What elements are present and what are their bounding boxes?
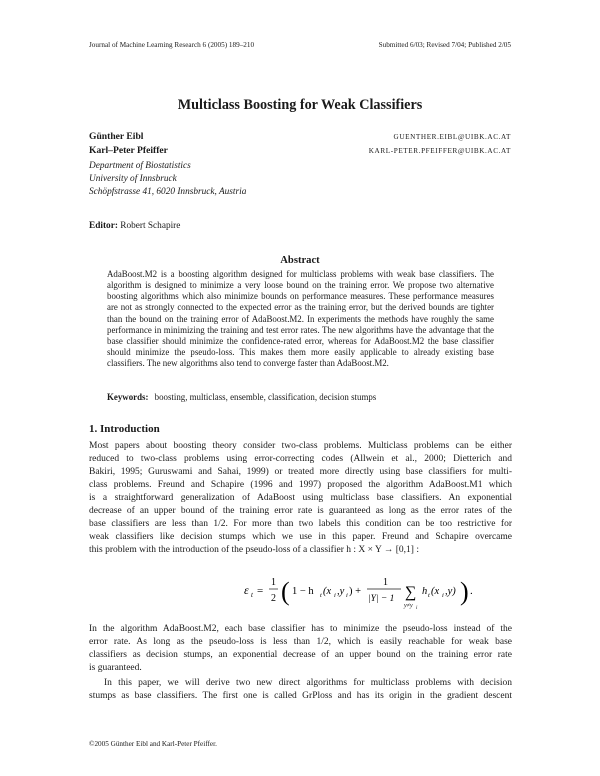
- text-line: is guaranteed.: [89, 663, 142, 674]
- affiliation-line-3: Schöpfstrasse 41, 6020 Innsbruck, Austria: [89, 187, 247, 197]
- text-line: Most papers about boosting theory consider two-class problems. Multiclass problems can be either: [89, 441, 512, 451]
- intro-paragraph-3: [89, 677, 512, 703]
- editor-name: Robert Schapire: [120, 221, 181, 231]
- pseudo-loss-equation: [0, 570, 600, 620]
- keywords-line: [107, 392, 376, 402]
- text-line: class problems. Freund and Schapire (1996 and 1997) proposed the algorithm AdaBoost.M1 which: [89, 480, 512, 491]
- eq-half-den: 2: [271, 593, 276, 604]
- eq-sub-t-3: t: [428, 592, 430, 599]
- author-email-2: KARL-PETER.PFEIFFER@UIBK.AC.AT: [368, 147, 511, 155]
- eq-paren-right: ): [460, 577, 469, 606]
- text-line: is a straightforward generalization of AdaBoost using multiclass base classifiers. An exponential: [89, 493, 512, 504]
- text-line: classifiers as decision stumps, an exponential decrease of an upper bound on the training error rate: [89, 650, 512, 661]
- editor-line: [89, 221, 180, 231]
- paper-title: Multiclass Boosting for Weak Classifiers: [177, 97, 423, 113]
- author-email-1: GUENTHER.EIBL@UIBK.AC.AT: [393, 133, 511, 141]
- eq-args-1b: ,y: [337, 586, 345, 597]
- eq-args-2b: ,y): [445, 586, 456, 597]
- copyright-footer: ©2005 Günther Eibl and Karl-Peter Pfeiffer.: [89, 740, 217, 748]
- submission-dates: Submitted 6/03; Revised 7/04; Published 2/05: [378, 41, 511, 49]
- eq-equals: =: [257, 585, 264, 597]
- text-line: In the algorithm AdaBoost.M2, each base classifier has to minimize the pseudo-loss instead of the: [89, 624, 512, 634]
- text-line: decrease of an upper bound of the training error rate is guaranteed as long as the error rates of the: [89, 506, 512, 517]
- text-line: stumps as base classifiers. The first one is called GrPloss and has its origin in the gradient descent: [89, 691, 512, 702]
- author-name-2: Karl–Peter Pfeiffer: [89, 145, 168, 156]
- eq-sub-i-3: i: [442, 592, 444, 599]
- text-line: error rate. As long as the pseudo-loss is less than 1/2, which is easily reachable for weak base: [89, 637, 512, 648]
- abstract-heading: Abstract: [280, 255, 320, 266]
- abstract-text: AdaBoost.M2 is a boosting algorithm designed for multiclass problems with weak base classifiers. The algorithm is designed to minimize a very loose bound on the training error. We propose two alternative boosting algorithms which also minimize bounds on performance measures. These performance measures are not as strongly connected to the expected error as the training error, but the derived bounds are tighter than the bound on the training error of AdaBoost.M2. In experiments the methods have roughly the same performance in minimizing the training and test error rates. The new algorithms have the advantage that the base classifier should minimize the confidence-rated error, whereas for AdaBoost.M2 the base classifier should minimize the pseudo-loss. This makes them more easily applicable to already existing base classifiers. The new algorithms also tend to converge faster than AdaBoost.M2.: [107, 269, 494, 369]
- eq-args-2: (x: [431, 586, 440, 597]
- eq-sub-t: t: [251, 591, 253, 599]
- eq-h2: h: [422, 586, 428, 597]
- author-name-1: Günther Eibl: [89, 131, 144, 142]
- journal-header: Journal of Machine Learning Research 6 (2005) 189–210: [89, 41, 255, 49]
- eq-sub-i: i: [334, 592, 336, 599]
- keywords-label: Keywords:: [107, 392, 149, 402]
- eq-epsilon: ε: [244, 583, 249, 597]
- eq-sub-i-2: i: [346, 592, 348, 599]
- intro-paragraph-2: [89, 623, 512, 675]
- eq-close-1: ) +: [349, 586, 362, 597]
- affiliation-line-1: Department of Biostatistics: [89, 161, 191, 171]
- eq-inner: 1 − h: [292, 586, 314, 597]
- keywords-text: boosting, multiclass, ensemble, classification, decision stumps: [154, 392, 377, 402]
- eq-args-1: (x: [323, 586, 332, 597]
- eq-sum-sub: y≠y: [404, 603, 413, 609]
- affiliation-line-2: University of Innsbruck: [89, 174, 177, 184]
- text-line: Bakiri, 1995; Guruswami and Sahai, 1999) or treated more directly using base classifiers for multi-: [89, 467, 512, 478]
- editor-label: Editor:: [89, 221, 118, 231]
- text-line: base classifiers are less than 1/2. For more than two labels this condition can be too restrictive for: [89, 519, 512, 530]
- text-line: weak classifiers like decision stumps which we use in this paper. Freund and Schapire overcame: [89, 532, 512, 543]
- eq-period: .: [470, 585, 473, 597]
- section-heading: 1. Introduction: [89, 423, 160, 435]
- eq-half-num: 1: [271, 577, 276, 588]
- eq-frac-den: |Y| − 1: [368, 594, 395, 604]
- eq-sum-sub-i: i: [416, 606, 418, 611]
- eq-sum-sign: ∑: [405, 584, 417, 601]
- text-line: this problem with the introduction of the pseudo-loss of a classifier h : X × Y → [0,1] :: [89, 545, 419, 556]
- intro-paragraph-1: [89, 440, 512, 557]
- eq-sub-t-2: t: [320, 592, 322, 599]
- text-line: reduced to two-class problems using error-correcting codes (Allwein et al., 2000; Dietterich and: [89, 454, 512, 465]
- text-line: In this paper, we will derive two new direct algorithms for multiclass problems with decision: [104, 678, 512, 688]
- eq-frac-num: 1: [383, 577, 388, 588]
- eq-paren-left: (: [281, 577, 290, 606]
